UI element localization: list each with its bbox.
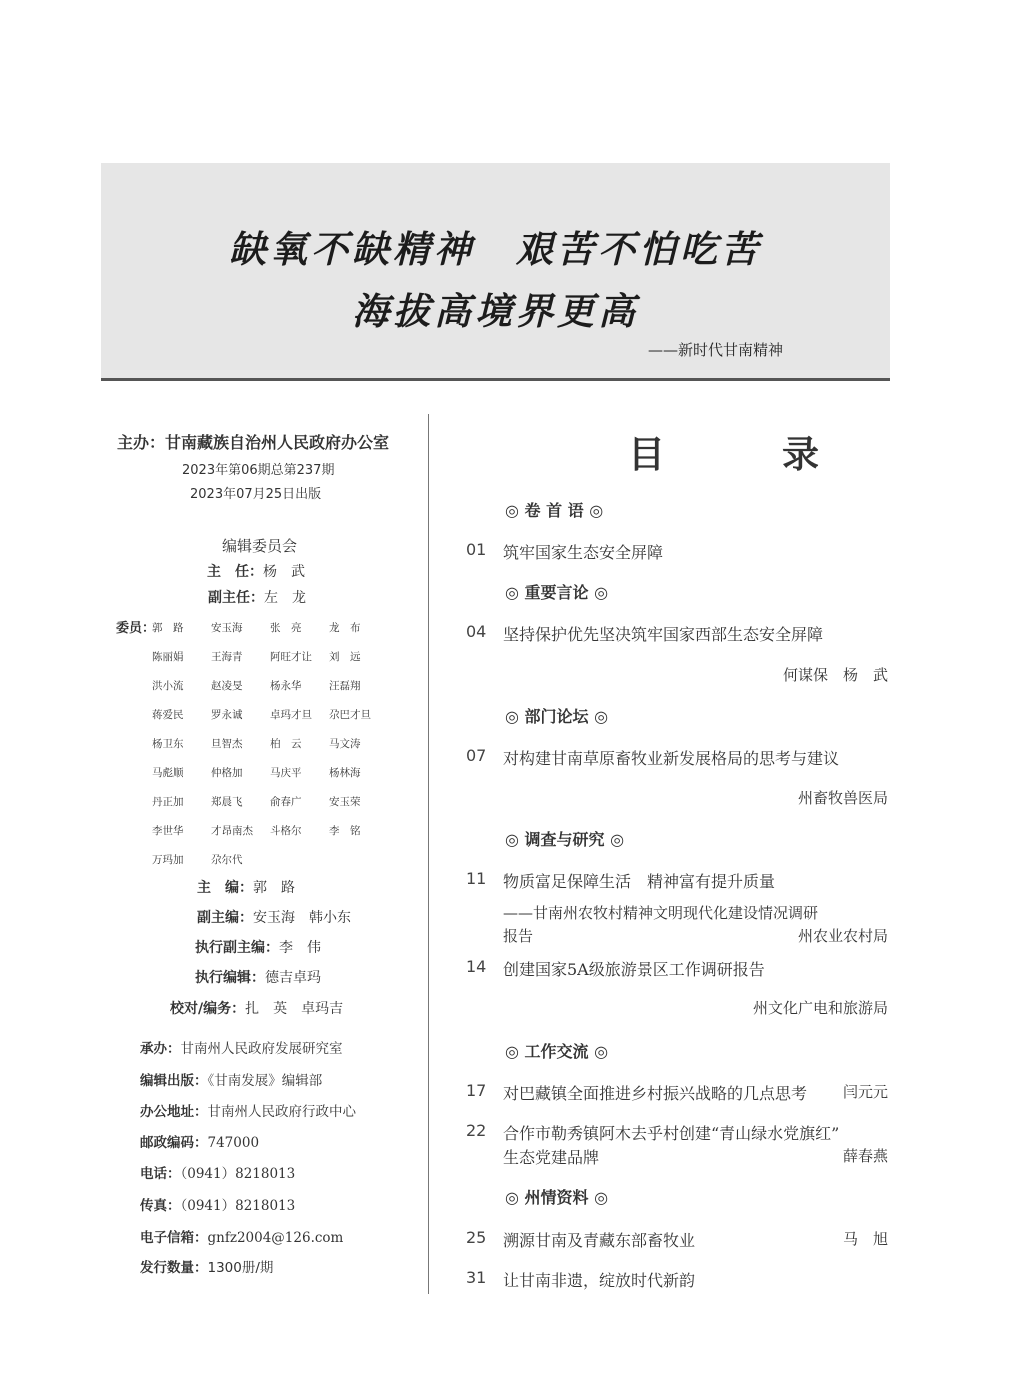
chief-editor-row xyxy=(197,877,295,897)
toc-entry-author: 薛春燕 xyxy=(842,1147,888,1165)
committee-member: 尕巴才旦 xyxy=(329,709,371,721)
committee-member: 杨林海 xyxy=(329,767,361,779)
toc-entry-title[interactable]: 筑牢国家生态安全屏障 xyxy=(503,543,664,562)
toc-page-number: 25 xyxy=(466,1228,487,1247)
toc-entry-author: 闫元元 xyxy=(842,1083,888,1101)
address-row xyxy=(140,1100,356,1120)
toc-page-number: 01 xyxy=(466,540,487,559)
toc-entry-title[interactable]: 溯源甘南及青藏东部畜牧业 xyxy=(503,1231,696,1250)
publisher-label: 编辑出版： xyxy=(140,1073,208,1089)
deputy-editor-label: 副主编： xyxy=(197,910,253,926)
toc-entry-author: 州畜牧兽医局 xyxy=(797,789,888,807)
proofreader-names: 扎 英 卓玛吉 xyxy=(245,1001,344,1017)
committee-member: 丹正加 xyxy=(152,796,184,808)
committee-title: 编辑委员会 xyxy=(222,537,298,555)
undertaker-row xyxy=(140,1037,343,1057)
committee-member: 旦智杰 xyxy=(211,738,243,750)
exec-editor-name: 德吉卓玛 xyxy=(265,970,321,986)
section-heading: ◎ 工作交流 ◎ xyxy=(505,1042,609,1061)
address-value: 甘南州人民政府行政中心 xyxy=(207,1104,356,1120)
committee-member: 安玉荣 xyxy=(329,796,361,808)
exec-editor-row xyxy=(195,967,321,987)
toc-entry-title[interactable]: 创建国家5A级旅游景区工作调研报告 xyxy=(503,960,765,979)
committee-member: 陈丽娟 xyxy=(152,651,184,663)
toc-entry-author: 州文化广电和旅游局 xyxy=(752,999,888,1017)
committee-member: 马庆平 xyxy=(270,767,302,779)
phone-value: （0941）8218013 xyxy=(180,1166,296,1182)
publisher-row xyxy=(140,1069,322,1089)
undertaker-label: 承办： xyxy=(140,1041,181,1057)
committee-member: 洪小流 xyxy=(152,680,184,692)
toc-entry-title[interactable]: 合作市勒秀镇阿木去乎村创建“青山绿水党旗红” xyxy=(503,1124,840,1143)
director-name: 杨 武 xyxy=(263,564,305,580)
circulation-label: 发行数量： xyxy=(140,1260,208,1276)
deputy-editor-name: 安玉海 韩小东 xyxy=(253,910,351,926)
committee-member: 郭 路 xyxy=(152,622,184,634)
undertaker-value: 甘南州人民政府发展研究室 xyxy=(180,1041,343,1057)
circulation-row xyxy=(140,1256,273,1276)
exec-deputy-editor-name: 李 伟 xyxy=(279,940,321,956)
publish-date: 2023年07月25日出版 xyxy=(190,487,322,502)
members-label: 委员： xyxy=(116,621,156,636)
toc-entry-subtitle: 报告 xyxy=(503,927,534,945)
committee-member: 柏 云 xyxy=(270,738,302,750)
committee-member: 李 铭 xyxy=(329,825,361,837)
committee-member: 马彪顺 xyxy=(152,767,184,779)
director-label: 主 任： xyxy=(207,564,263,580)
toc-page-number: 07 xyxy=(466,746,487,765)
committee-member: 赵凌旻 xyxy=(211,680,243,692)
committee-member: 卓玛才旦 xyxy=(270,709,312,721)
toc-page-number: 04 xyxy=(466,622,487,641)
toc-page-number: 31 xyxy=(466,1268,487,1287)
committee-member: 蒋爱民 xyxy=(152,709,184,721)
committee-member: 万玛加 xyxy=(152,854,184,866)
toc-page-number: 11 xyxy=(466,869,487,888)
section-heading: ◎ 卷 首 语 ◎ xyxy=(505,501,604,520)
toc-entry-author: 何谋保 杨 武 xyxy=(782,666,888,684)
toc-entry-title[interactable]: 对构建甘南草原畜牧业新发展格局的思考与建议 xyxy=(503,749,840,768)
email-label: 电子信箱： xyxy=(140,1230,208,1246)
members-grid xyxy=(152,620,382,869)
motto-source: ——新时代甘南精神 xyxy=(647,341,783,359)
toc-entry-author: 马 旭 xyxy=(842,1230,888,1248)
exec-editor-label: 执行编辑： xyxy=(195,970,265,986)
committee-member: 刘 远 xyxy=(329,651,361,663)
committee-member: 杨永华 xyxy=(270,680,302,692)
proofreader-label: 校对/编务： xyxy=(170,1001,246,1017)
committee-member: 才昂南杰 xyxy=(211,825,253,837)
deputy-director-name: 左 龙 xyxy=(264,590,306,606)
committee-member: 杨卫东 xyxy=(152,738,184,750)
motto-banner xyxy=(101,163,890,378)
postcode-label: 邮政编码： xyxy=(140,1135,208,1151)
committee-member: 斗格尔 xyxy=(270,825,302,837)
committee-member: 汪磊翔 xyxy=(329,680,361,692)
address-label: 办公地址： xyxy=(140,1104,208,1120)
phone-row xyxy=(140,1162,295,1182)
toc-entry-subtitle: ——甘南州农牧村精神文明现代化建设情况调研 xyxy=(503,904,819,922)
circulation-value: 1300册/期 xyxy=(207,1260,274,1276)
sponsor-line: 主办：甘南藏族自治州人民政府办公室 xyxy=(117,433,390,452)
phone-label: 电话： xyxy=(140,1166,181,1182)
toc-page-number: 14 xyxy=(466,957,487,976)
publisher-value: 《甘南发展》编辑部 xyxy=(207,1073,323,1089)
postcode-row xyxy=(140,1131,259,1151)
committee-member: 俞春广 xyxy=(270,796,302,808)
deputy-editor-row xyxy=(197,907,351,927)
committee-member: 马文涛 xyxy=(329,738,361,750)
exec-deputy-editor-label: 执行副主编： xyxy=(195,940,279,956)
fax-row xyxy=(140,1194,295,1214)
fax-value: （0941）8218013 xyxy=(180,1198,296,1214)
banner-bottom-rule xyxy=(101,378,890,381)
toc-entry-title[interactable]: 坚持保护优先坚决筑牢国家西部生态安全屏障 xyxy=(503,625,824,644)
committee-member: 尕尔代 xyxy=(211,854,243,866)
chief-editor-name: 郭 路 xyxy=(253,880,295,896)
toc-entry-title[interactable]: 物质富足保障生活 精神富有提升质量 xyxy=(503,872,776,891)
toc-entry-author: 州农业农村局 xyxy=(797,927,888,945)
proofreader-row xyxy=(170,998,343,1018)
toc-page-number: 17 xyxy=(466,1081,487,1100)
committee-member: 王海青 xyxy=(211,651,243,663)
toc-entry-title[interactable]: 对巴藏镇全面推进乡村振兴战略的几点思考 xyxy=(503,1084,808,1103)
section-heading: ◎ 重要言论 ◎ xyxy=(505,583,609,602)
motto-line-1: 缺氧不缺精神 艰苦不怕吃苦 xyxy=(229,227,762,271)
committee-member: 安玉海 xyxy=(211,622,243,634)
postcode-value: 747000 xyxy=(207,1135,260,1151)
exec-deputy-editor-row xyxy=(195,937,321,957)
deputy-director-row xyxy=(208,587,306,607)
chief-editor-label: 主 编： xyxy=(197,880,253,896)
committee-member: 罗永诚 xyxy=(211,709,243,721)
fax-label: 传真： xyxy=(140,1198,181,1214)
committee-member: 郑晨飞 xyxy=(211,796,243,808)
toc-page-number: 22 xyxy=(466,1121,487,1140)
section-heading: ◎ 州情资料 ◎ xyxy=(505,1188,609,1207)
toc-title: 目 录 xyxy=(628,432,859,476)
director-row xyxy=(207,561,305,581)
column-divider xyxy=(428,414,429,1294)
deputy-director-label: 副主任： xyxy=(208,590,264,606)
toc-entry-title[interactable]: 让甘南非遗，绽放时代新韵 xyxy=(503,1271,696,1290)
email-row xyxy=(140,1226,343,1246)
toc-entry-title-cont[interactable]: 生态党建品牌 xyxy=(503,1148,600,1167)
committee-member: 仲格加 xyxy=(211,767,243,779)
committee-member: 李世华 xyxy=(152,825,184,837)
email-value: gnfz2004@126.com xyxy=(207,1230,344,1246)
section-heading: ◎ 调查与研究 ◎ xyxy=(505,830,625,849)
committee-member: 阿旺才让 xyxy=(270,651,312,663)
section-heading: ◎ 部门论坛 ◎ xyxy=(505,707,609,726)
committee-member: 龙 布 xyxy=(329,622,361,634)
committee-member: 张 亮 xyxy=(270,622,302,634)
motto-line-2: 海拔高境界更高 xyxy=(352,289,639,333)
issue-number: 2023年第06期总第237期 xyxy=(182,463,335,478)
